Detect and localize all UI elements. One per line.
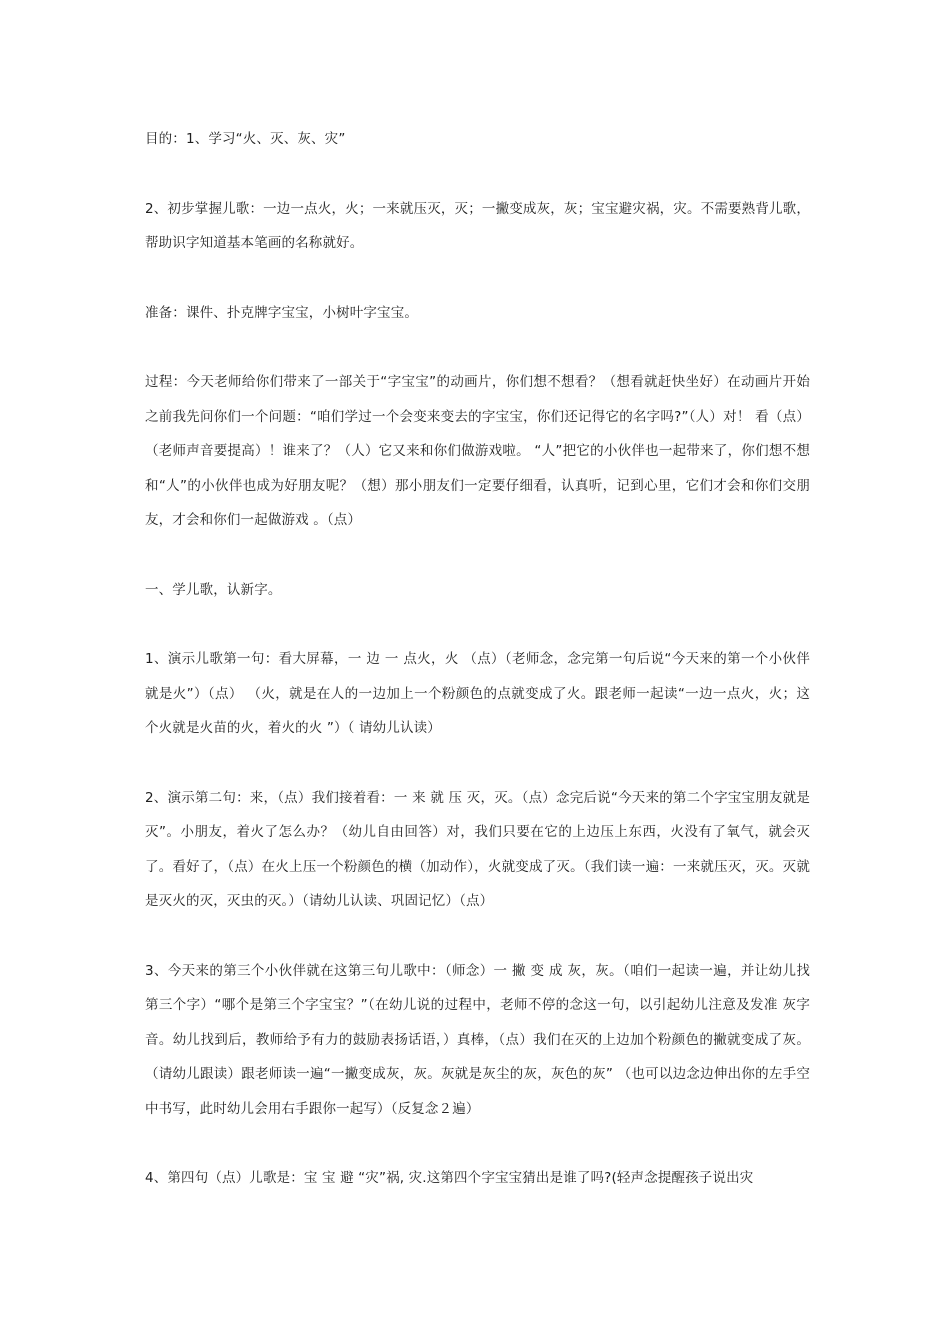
document-body [145,122,810,1231]
section-heading: 一、学儿歌，认新字。 [145,581,282,598]
process-paragraph: 过程：今天老师给你们带来了一部关于“字宝宝”的动画片，你们想不想看？（想看就赶快坐好）在动画片开始之前我先问你们一个问题：“咱们学过一个会变来变去的字宝宝，你们还记得它的名字吗?”（人）对！ 看（点）（老师声音要提高）！谁来了？（人）它又来和你们做游戏啦。 “人”把它的小伙伴也一起带来了，你们想不想和“人”的小伙伴也成为好朋友呢？（想）那小朋友们一定要仔细看，认真听，记到心里，它们才会和你们交朋友，才会和你们一起做游戏 。（点） [145,374,810,528]
preparation-paragraph: 准备：课件、扑克牌字宝宝，小树叶字宝宝。 [145,304,418,321]
step-3-paragraph: 3、今天来的第三个小伙伴就在这第三句儿歌中：（师念）一 撇 变 成 灰，灰。（咱们一起读一遍，并让幼儿找第三个字）“哪个是第三个字宝宝？”（在幼儿说的过程中，老师不停的念这一句，以引起幼儿注意及发准 灰字音。幼儿找到后，教师给予有力的鼓励表扬话语，）真棒，（点）我们在灭的上边加个粉颜色的撇就变成了灰。（请幼儿跟读）跟老师读一遍“一撇变成灰，灰。灰就是灰尘的灰，灰色的灰” （也可以边念边伸出你的左手空中书写，此时幼儿会用右手跟你一起写）（反复念２遍） [145,962,810,1117]
step-4-paragraph: 4、第四句（点）儿歌是：宝 宝 避 “灾”祸, 灾.这第四个字宝宝猜出是谁了吗?(轻声念提醒孩子说出灾 [145,1170,754,1186]
objective-paragraph: 目的：1、学习“火、灭、灰、灾” [145,131,346,147]
step-1-paragraph: 1、演示儿歌第一句：看大屏幕，一 边 一 点火，火 （点）（老师念，念完第一句后说“今天来的第一个小伙伴就是火”）（点） （火，就是在人的一边加上一个粉颜色的点就变成了火。跟老师一起读“一边一点火，火；这个火就是火苗的火，着火的火 ”）（ 请幼儿认读） [145,651,810,736]
objective-2-paragraph: 2、初步掌握儿歌：一边一点火，火；一来就压灭，灭；一撇变成灰，灰；宝宝避灾祸，灾。不需要熟背儿歌，帮助识字知道基本笔画的名称就好。 [145,200,810,251]
step-2-paragraph: 2、演示第二句：来，（点）我们接着看：一 来 就 压 灭，灭。（点）念完后说“今天来的第二个字宝宝朋友就是灭”。小朋友，着火了怎么办？（幼儿自由回答）对，我们只要在它的上边压上东西，火没有了氧气，就会灭了。看好了，（点）在火上压一个粉颜色的横（加动作），火就变成了灭。（我们读一遍：一来就压灭，灭。灭就是灭火的灭，灭虫的灭。）（请幼儿认读、巩固记忆）（点） [145,789,810,909]
